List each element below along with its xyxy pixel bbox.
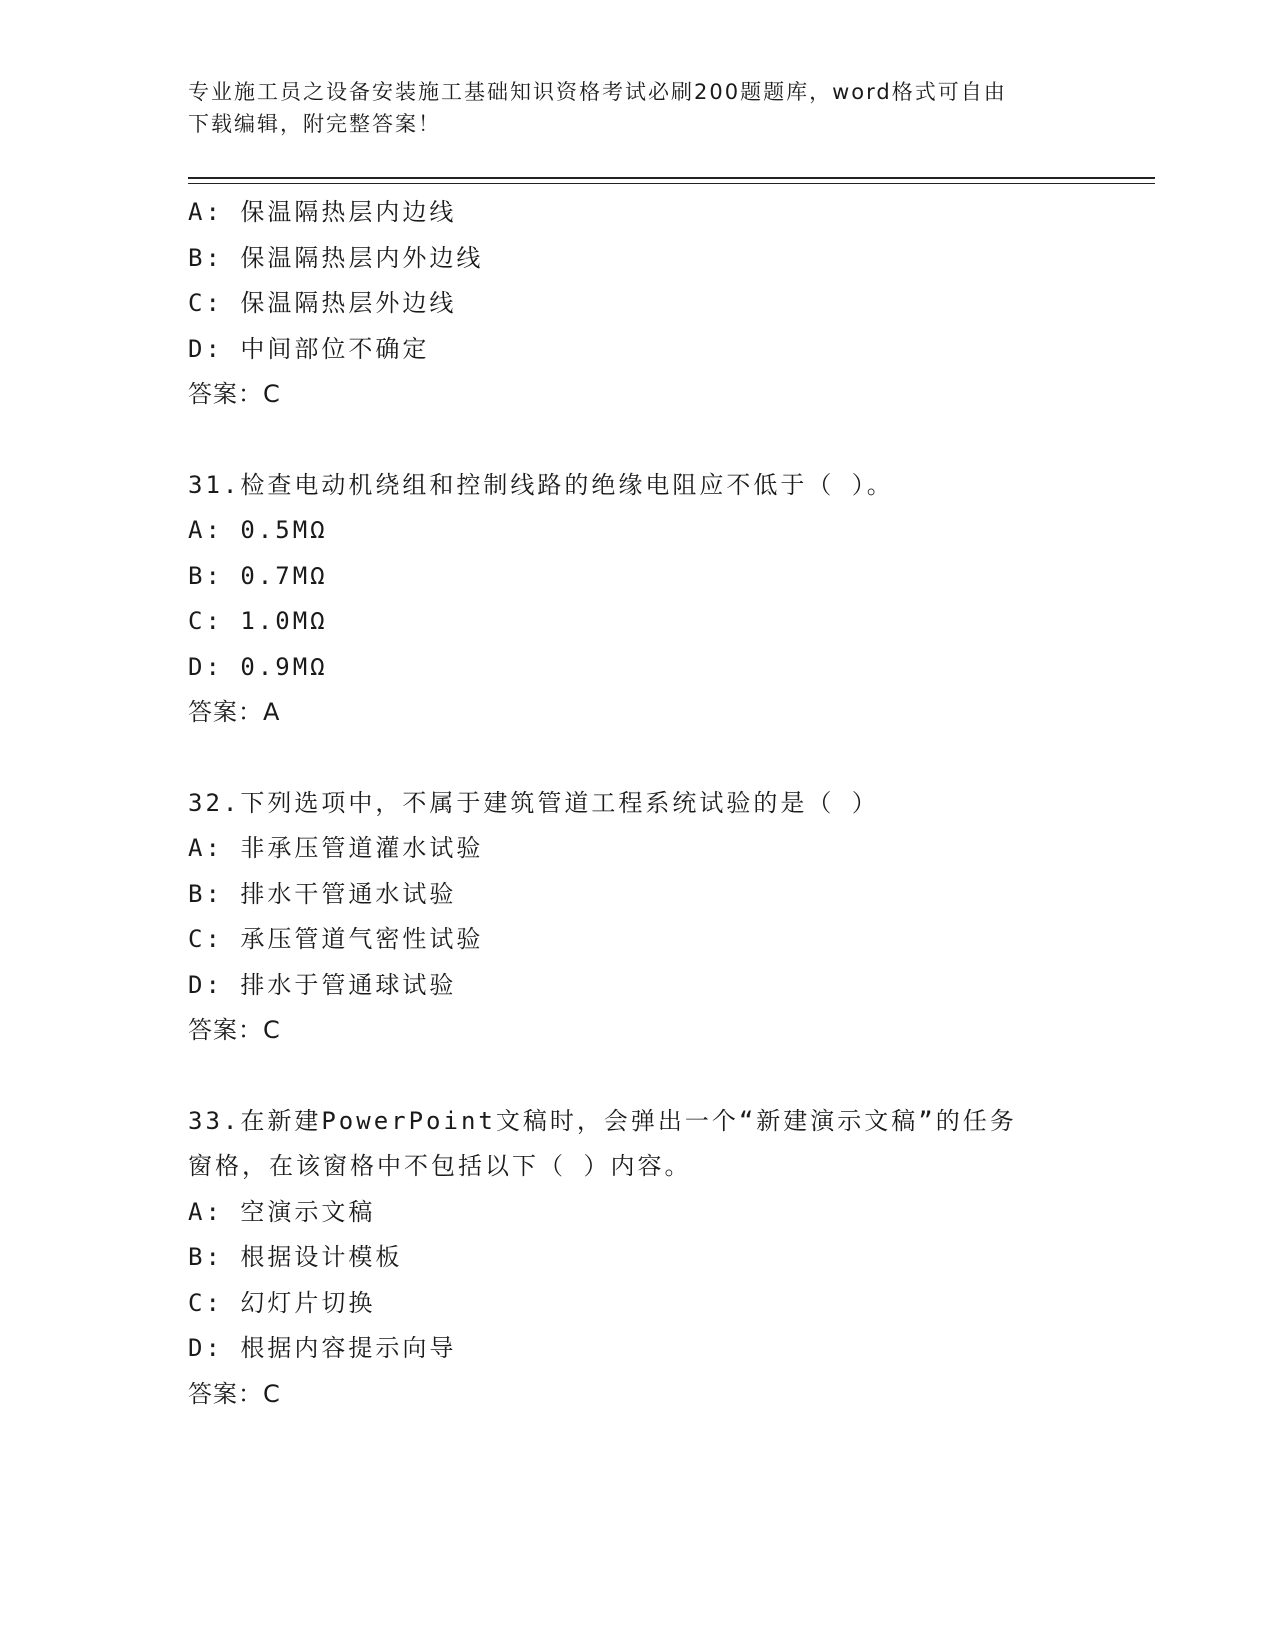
question-text-line-2: 窗格，在该窗格中不包括以下（ ）内容。 xyxy=(188,1152,692,1180)
header-line-1: 专业施工员之设备安装施工基础知识资格考试必刷200题题库，word格式可自由 xyxy=(188,80,1007,104)
option-c: C: 1.0MΩ xyxy=(188,607,328,635)
question-spacer xyxy=(188,736,1148,781)
question-spacer xyxy=(188,1054,1148,1099)
document-header xyxy=(188,76,1088,140)
header-rule-thick xyxy=(188,177,1155,179)
answer-line: 答案：A xyxy=(188,698,281,726)
question-text-line-1: 33.在新建PowerPoint文稿时，会弹出一个“新建演示文稿”的任务 xyxy=(188,1106,1017,1135)
option-c: C: 保温隔热层外边线 xyxy=(188,289,457,317)
option-a: A: 非承压管道灌水试验 xyxy=(188,834,484,862)
option-b: B: 保温隔热层内外边线 xyxy=(188,243,484,272)
question-spacer xyxy=(188,418,1148,463)
option-d: D: 根据内容提示向导 xyxy=(188,1334,457,1362)
option-d: D: 0.9MΩ xyxy=(188,652,328,681)
question-30 xyxy=(188,190,1148,418)
header-line-2: 下载编辑，附完整答案！ xyxy=(188,112,441,136)
option-a: A: 空演示文稿 xyxy=(188,1197,376,1226)
option-b: B: 根据设计模板 xyxy=(188,1243,403,1271)
option-b: B: 0.7MΩ xyxy=(188,561,328,590)
question-list xyxy=(188,190,1148,1417)
question-33 xyxy=(188,1099,1148,1418)
option-d: D: 排水于管通球试验 xyxy=(188,970,457,999)
option-b: B: 排水干管通水试验 xyxy=(188,879,457,908)
option-a: A: 保温隔热层内边线 xyxy=(188,198,457,226)
option-c: C: 幻灯片切换 xyxy=(188,1288,376,1317)
header-rule-thin xyxy=(188,183,1155,184)
question-text: 31.检查电动机绕组和控制线路的绝缘电阻应不低于（ ）。 xyxy=(188,470,894,499)
answer-line: 答案：C xyxy=(188,1016,281,1044)
answer-line: 答案：C xyxy=(188,380,281,408)
question-32 xyxy=(188,781,1148,1054)
question-31 xyxy=(188,463,1148,736)
answer-line: 答案：C xyxy=(188,1379,281,1408)
option-a: A: 0.5MΩ xyxy=(188,516,328,544)
question-text: 32.下列选项中，不属于建筑管道工程系统试验的是（ ） xyxy=(188,788,879,817)
option-c: C: 承压管道气密性试验 xyxy=(188,925,484,953)
option-d: D: 中间部位不确定 xyxy=(188,334,430,363)
